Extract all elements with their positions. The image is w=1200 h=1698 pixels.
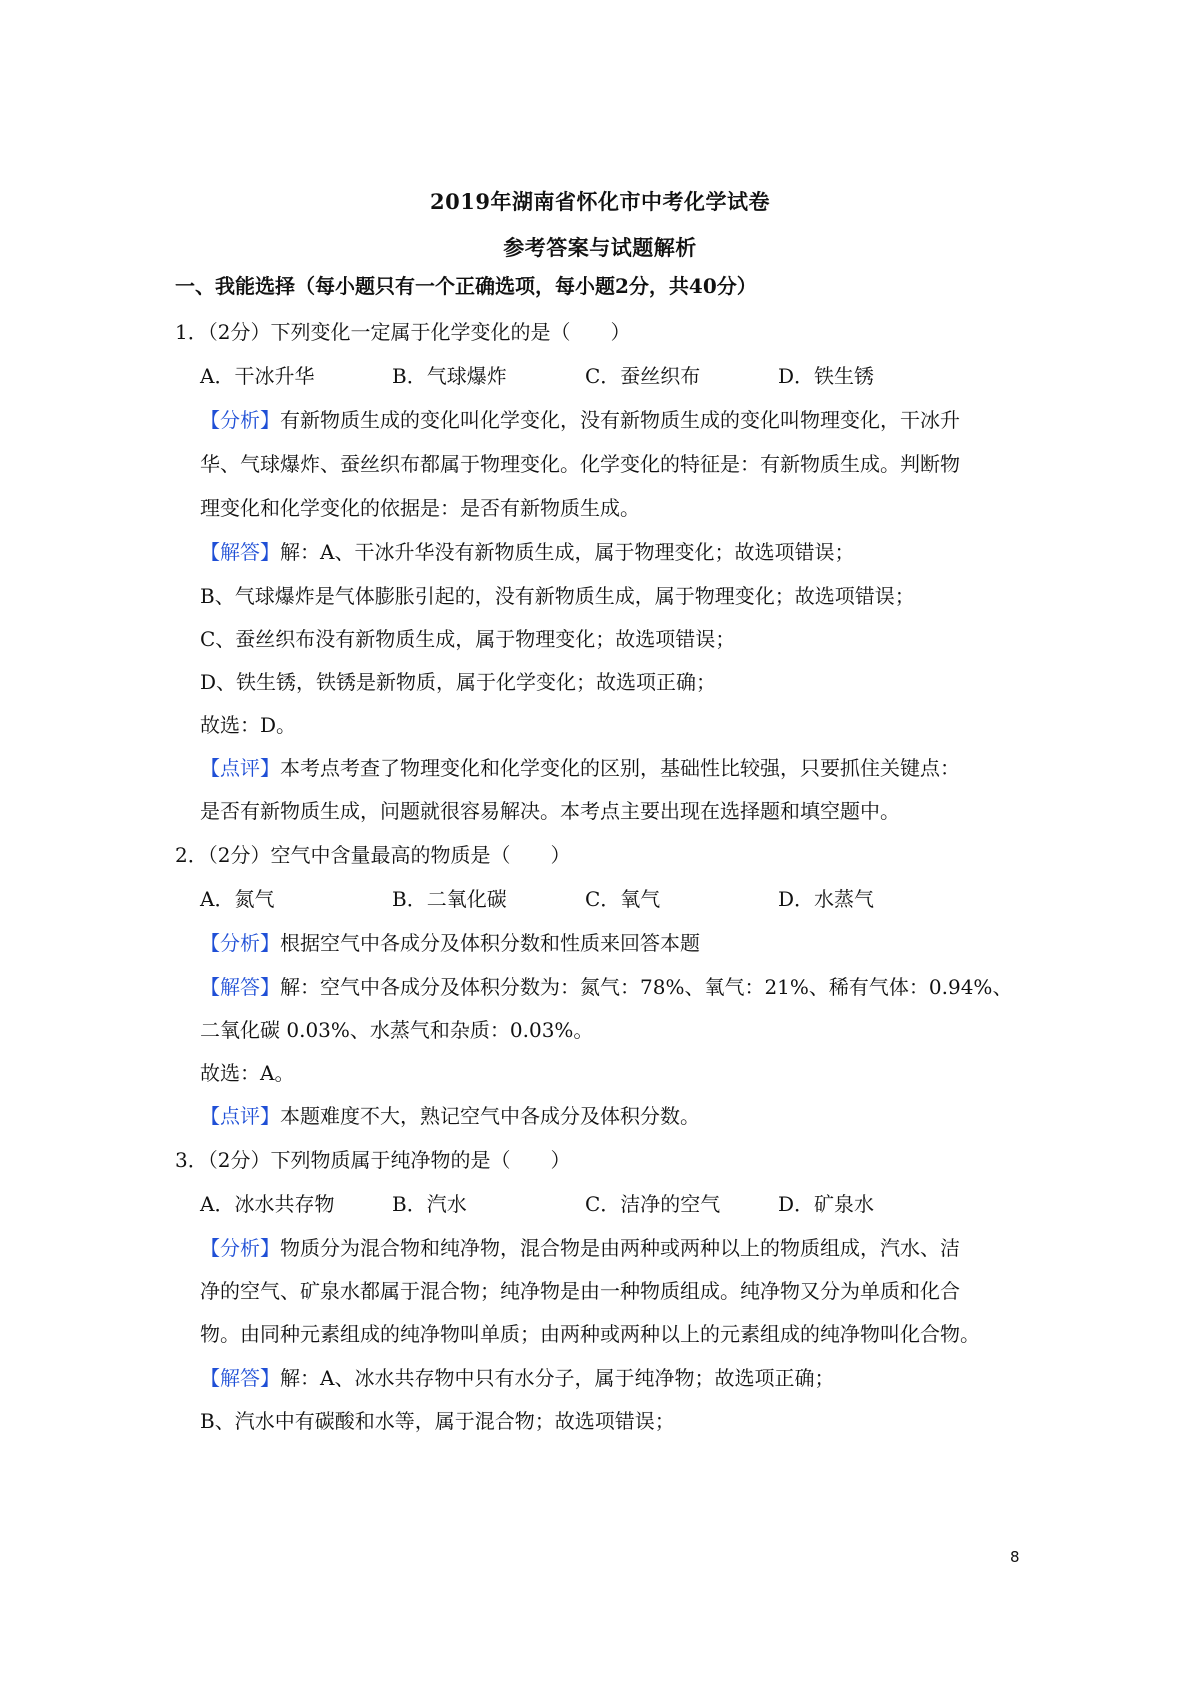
question-3-analysis-line-3: 物。由同种元素组成的纯净物叫单质；由两种或两种以上的元素组成的纯净物叫化合物。 [200, 1322, 980, 1346]
question-1-option-d: D．铁生锈 [778, 364, 875, 388]
question-2-comment-line-1: 【点评】本题难度不大，熟记空气中各成分及体积分数。 [200, 1104, 700, 1128]
question-1-answer-line-2: B、气球爆炸是气体膨胀引起的，没有新物质生成，属于物理变化；故选项错误； [200, 584, 915, 608]
question-3-option-b: B．汽水 [392, 1192, 467, 1216]
document-title: 2019年湖南省怀化市中考化学试卷 [430, 189, 770, 214]
question-3-option-d: D．矿泉水 [778, 1192, 875, 1216]
question-2-option-a: A．氮气 [200, 887, 275, 911]
question-1-answer-line-5: 故选：D。 [200, 713, 297, 737]
question-2-option-d: D．水蒸气 [778, 887, 875, 911]
question-1-comment-line-1: 【点评】本考点考查了物理变化和化学变化的区别，基础性比较强，只要抓住关键点： [200, 756, 960, 780]
question-1-option-c: C．蚕丝织布 [585, 364, 701, 388]
page-number: 8 [1010, 1548, 1020, 1566]
question-2-answer-line-2: 二氧化碳 0.03%、水蒸气和杂质：0.03%。 [200, 1018, 594, 1042]
question-1-analysis-line-3: 理变化和化学变化的依据是：是否有新物质生成。 [200, 496, 640, 520]
answer-tag: 【解答】 [200, 540, 280, 564]
answer-tag: 【解答】 [200, 1366, 280, 1390]
question-3-analysis-line-1: 【分析】物质分为混合物和纯净物，混合物是由两种或两种以上的物质组成，汽水、洁 [200, 1236, 960, 1260]
question-1-stem: 1．（2分）下列变化一定属于化学变化的是（ ） [175, 320, 631, 344]
question-1-answer-line-3: C、蚕丝织布没有新物质生成，属于物理变化；故选项错误； [200, 627, 736, 651]
question-1-comment-line-2: 是否有新物质生成，问题就很容易解决。本考点主要出现在选择题和填空题中。 [200, 799, 900, 823]
analysis-tag: 【分析】 [200, 931, 280, 955]
document-subtitle: 参考答案与试题解析 [503, 235, 697, 260]
question-1-answer-line-1: 【解答】解：A、干冰升华没有新物质生成，属于物理变化；故选项错误； [200, 540, 855, 564]
question-2-stem: 2．（2分）空气中含量最高的物质是（ ） [175, 843, 571, 867]
question-2-analysis-line-1: 【分析】根据空气中各成分及体积分数和性质来回答本题 [200, 931, 700, 955]
question-3-answer-line-1: 【解答】解：A、冰水共存物中只有水分子，属于纯净物；故选项正确； [200, 1366, 835, 1390]
question-3-analysis-line-2: 净的空气、矿泉水都属于混合物；纯净物是由一种物质组成。纯净物又分为单质和化合 [200, 1279, 960, 1303]
question-1-option-b: B．气球爆炸 [392, 364, 507, 388]
question-3-option-a: A．冰水共存物 [200, 1192, 335, 1216]
question-1-answer-line-4: D、铁生锈，铁锈是新物质，属于化学变化；故选项正确； [200, 670, 717, 694]
question-1-analysis-line-1: 【分析】有新物质生成的变化叫化学变化，没有新物质生成的变化叫物理变化，干冰升 [200, 408, 960, 432]
comment-tag: 【点评】 [200, 756, 280, 780]
question-3-answer-line-2: B、汽水中有碳酸和水等，属于混合物；故选项错误； [200, 1409, 675, 1433]
question-3-stem: 3．（2分）下列物质属于纯净物的是（ ） [175, 1148, 571, 1172]
answer-tag: 【解答】 [200, 975, 280, 999]
question-3-option-c: C．洁净的空气 [585, 1192, 721, 1216]
question-1-analysis-line-2: 华、气球爆炸、蚕丝织布都属于物理变化。化学变化的特征是：有新物质生成。判断物 [200, 452, 960, 476]
question-2-option-b: B．二氧化碳 [392, 887, 507, 911]
question-2-option-c: C．氧气 [585, 887, 661, 911]
section-heading: 一、我能选择（每小题只有一个正确选项，每小题2分，共40分） [175, 274, 757, 298]
analysis-tag: 【分析】 [200, 1236, 280, 1260]
analysis-tag: 【分析】 [200, 408, 280, 432]
question-1-option-a: A．干冰升华 [200, 364, 315, 388]
comment-tag: 【点评】 [200, 1104, 280, 1128]
question-2-answer-line-3: 故选：A。 [200, 1061, 295, 1085]
question-2-answer-line-1: 【解答】解：空气中各成分及体积分数为：氮气：78%、氧气：21%、稀有气体：0.94%、 [200, 975, 1013, 999]
